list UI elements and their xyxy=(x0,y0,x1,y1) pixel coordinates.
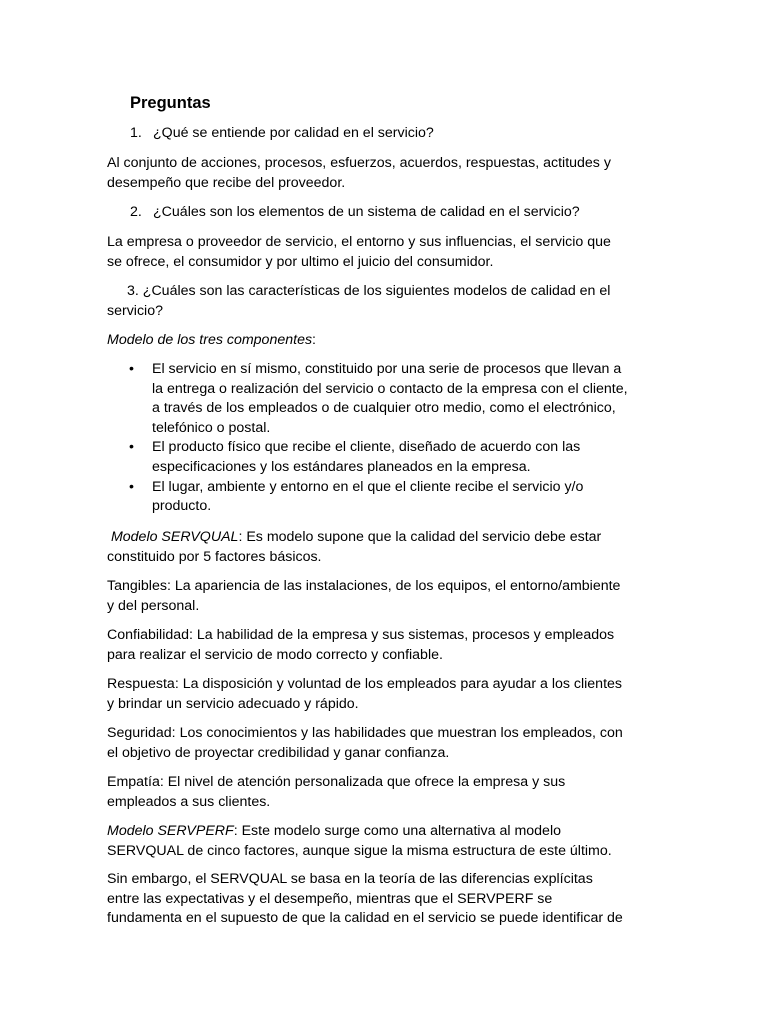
servperf-line-2: SERVQUAL de cinco factores, aunque sigue la misma estructura de este último. xyxy=(107,842,612,859)
answer-2 xyxy=(107,233,667,272)
list-item-line: El servicio en sí mismo, constituido por una serie de procesos que llevan a xyxy=(152,361,622,377)
bullet-icon: • xyxy=(129,361,134,377)
section-heading: Preguntas xyxy=(130,94,211,112)
answer-line: se ofrece, el consumidor y por ultimo el juicio del consumidor. xyxy=(107,253,494,270)
servperf-paragraph xyxy=(107,822,667,861)
model-title: Modelo de los tres componentes xyxy=(107,332,313,348)
answer-line: La empresa o proveedor de servicio, el entorno y sus influencias, el servicio que xyxy=(107,234,611,250)
list-item-line: la entrega o realización del servicio o contacto de la empresa con el cliente, xyxy=(152,380,628,397)
question-2 xyxy=(130,203,690,223)
servqual-line-1 xyxy=(107,528,667,548)
servqual-title: Modelo SERVQUAL xyxy=(110,529,239,545)
paragraph-line: entre las expectativas y el desempeño, mientras que el SERVPERF se xyxy=(107,890,553,907)
question-text: ¿Cuáles son los elementos de un sistema de calidad en el servicio? xyxy=(153,204,580,220)
paragraph-line: Empatía: El nivel de atención personalizada que ofrece la empresa y sus xyxy=(107,774,566,790)
list-item-line: El producto físico que recibe el cliente, diseñado de acuerdo con las xyxy=(152,439,581,456)
paragraph-line: para realizar el servicio de modo correcto y confiable. xyxy=(107,646,443,663)
model-three-components-title xyxy=(107,331,667,351)
paragraph-line: Tangibles: La apariencia de las instalaciones, de los equipos, el entorno/ambiente xyxy=(107,578,621,594)
list-item-line: a través de los empleados o de cualquier otro medio, como el electrónico, xyxy=(152,400,616,417)
paragraph-line: y del personal. xyxy=(107,597,200,614)
list-item-line: El lugar, ambiente y entorno en el que el cliente recibe el servicio y/o xyxy=(152,478,584,495)
paragraph-line: empleados a sus clientes. xyxy=(107,793,271,810)
sin-embargo-paragraph xyxy=(107,870,667,929)
servperf-title: Modelo SERVPERF xyxy=(107,823,234,839)
servperf-line-1 xyxy=(107,822,667,842)
answer-line: desempeño que recibe del proveedor. xyxy=(107,174,346,191)
question-number: 1. xyxy=(130,125,142,141)
seguridad-paragraph xyxy=(107,724,667,763)
tangibles-paragraph xyxy=(107,577,667,616)
paragraph-line: Seguridad: Los conocimientos y las habilidades que muestran los empleados, con xyxy=(107,725,623,741)
bullet-icon: • xyxy=(129,439,134,456)
paragraph-line: fundamenta en el supuesto de que la calidad en el servicio se puede identificar de xyxy=(107,910,623,927)
answer-1 xyxy=(107,154,667,193)
bullet-icon: • xyxy=(129,478,134,495)
list-item xyxy=(107,438,667,477)
list-item xyxy=(107,478,667,517)
respuesta-paragraph xyxy=(107,675,667,714)
empatia-paragraph xyxy=(107,773,667,812)
servqual-line-2: constituido por 5 factores básicos. xyxy=(107,548,322,565)
question-line: 3. ¿Cuáles son las características de los siguientes modelos de calidad en el xyxy=(127,283,611,299)
list-item-line: telefónico o postal. xyxy=(152,419,271,436)
servqual-paragraph xyxy=(107,528,667,567)
list-item xyxy=(107,360,667,438)
question-line: servicio? xyxy=(107,302,163,319)
components-list xyxy=(107,360,667,517)
question-text: ¿Qué se entiende por calidad en el servicio? xyxy=(153,125,434,141)
model-title-suffix: : xyxy=(312,332,316,348)
answer-line: Al conjunto de acciones, procesos, esfuerzos, acuerdos, respuestas, actitudes y xyxy=(107,155,611,171)
list-item-line: especificaciones y los estándares planeados en la empresa. xyxy=(152,458,531,475)
paragraph-line: Confiabilidad: La habilidad de la empresa y sus sistemas, procesos y empleados xyxy=(107,627,615,643)
paragraph-line: Sin embargo, el SERVQUAL se basa en la teoría de las diferencias explícitas xyxy=(107,871,593,887)
question-3 xyxy=(107,282,667,321)
paragraph-line: el objetivo de proyectar credibilidad y ganar confianza. xyxy=(107,744,450,761)
servperf-text: : Este modelo surge como una alternativa al modelo xyxy=(233,823,561,839)
confiabilidad-paragraph xyxy=(107,626,667,665)
servqual-text: : Es modelo supone que la calidad del servicio debe estar xyxy=(238,529,602,545)
question-number: 2. xyxy=(130,204,142,220)
question-1 xyxy=(130,124,690,144)
paragraph-line: y brindar un servicio adecuado y rápido. xyxy=(107,695,359,712)
list-item-line: producto. xyxy=(152,498,212,515)
paragraph-line: Respuesta: La disposición y voluntad de los empleados para ayudar a los clientes xyxy=(107,676,623,692)
